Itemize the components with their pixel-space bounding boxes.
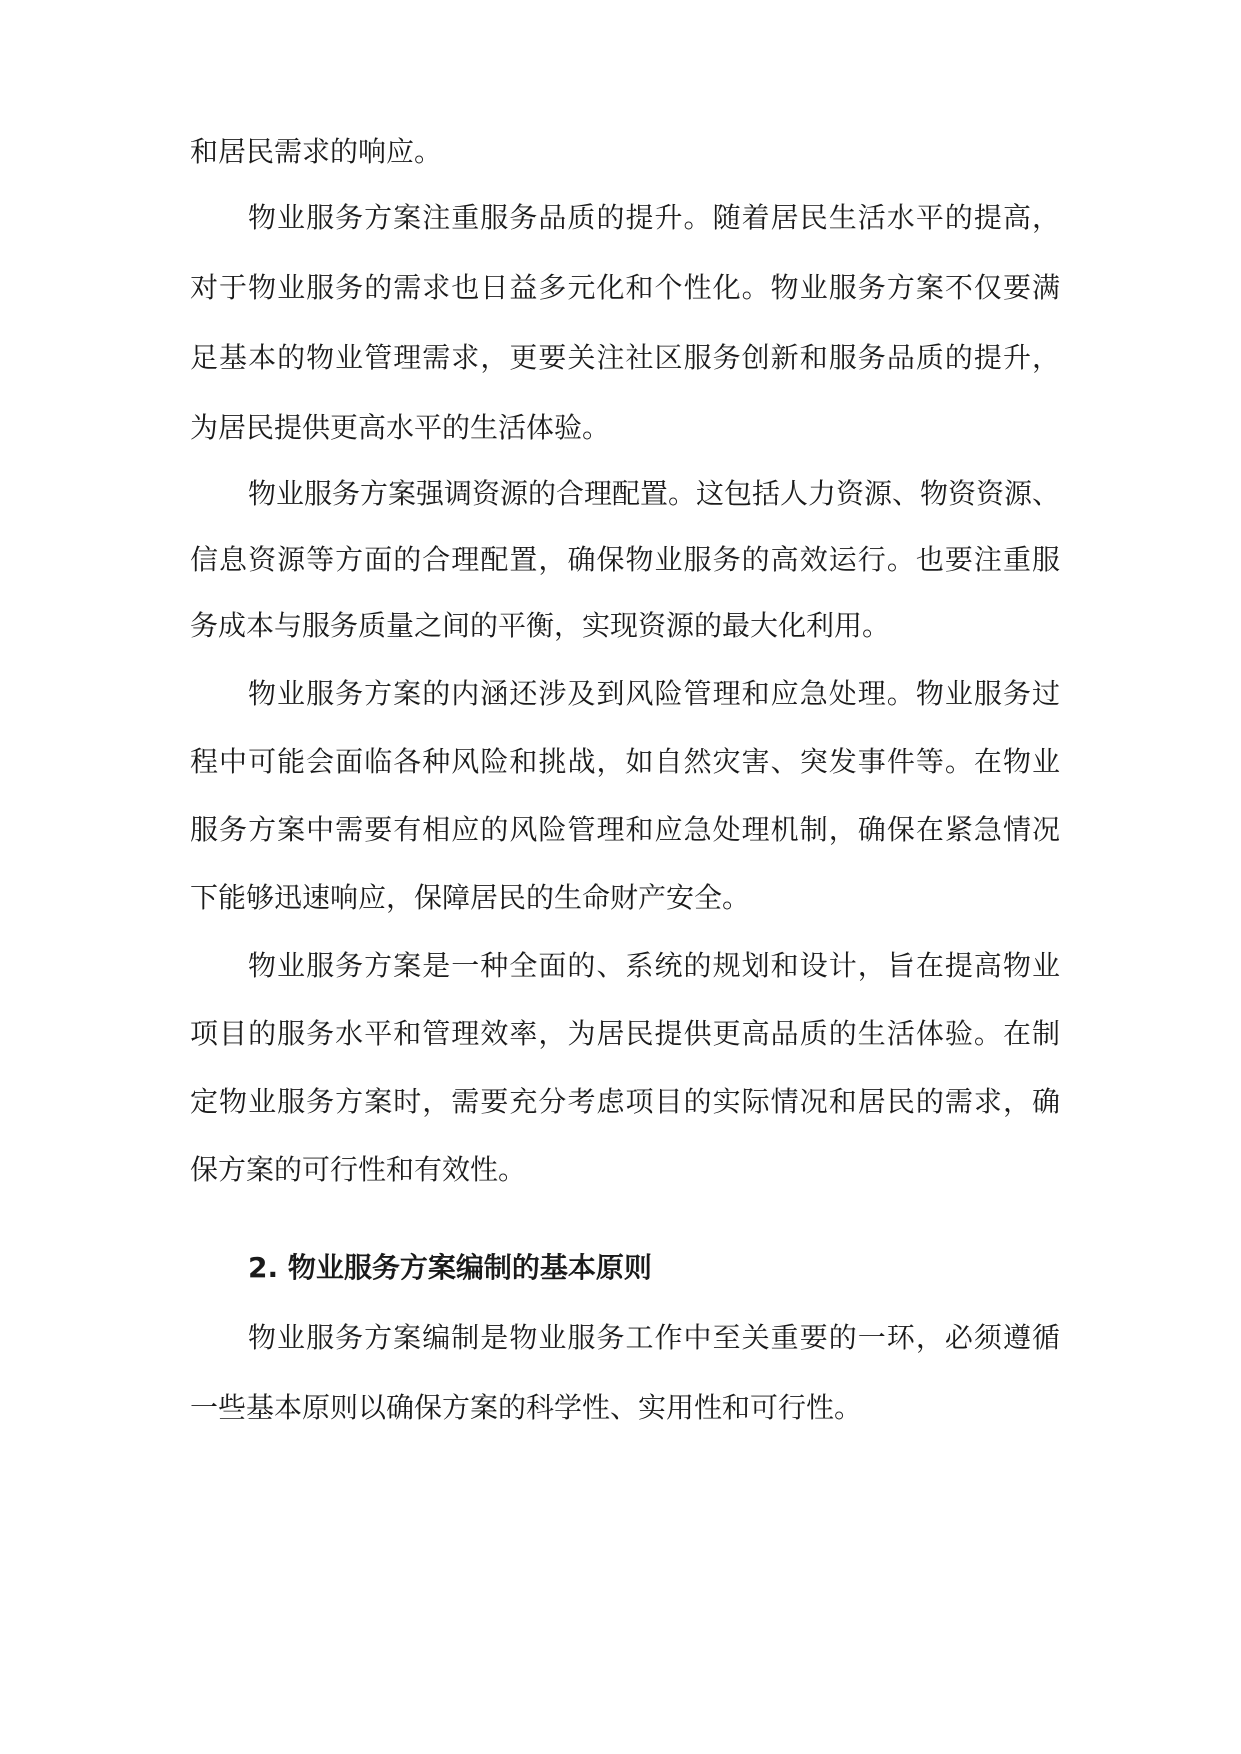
paragraph-line: 一些基本原则以确保方案的科学性、实用性和可行性。 (190, 1391, 863, 1424)
paragraph-line: 服务方案中需要有相应的风险管理和应急处理机制，确保在紧急情况 (190, 813, 1060, 846)
paragraph-line: 物业服务方案注重服务品质的提升。随着居民生活水平的提高， (248, 201, 1060, 234)
paragraph-line: 对于物业服务的需求也日益多元化和个性化。物业服务方案不仅要满 (190, 271, 1060, 304)
paragraph-line: 和居民需求的响应。 (190, 135, 443, 168)
paragraph-line: 物业服务方案编制是物业服务工作中至关重要的一环，必须遵循 (248, 1321, 1060, 1354)
paragraph-line: 足基本的物业管理需求，更要关注社区服务创新和服务品质的提升， (190, 341, 1060, 374)
paragraph-line: 项目的服务水平和管理效率，为居民提供更高品质的生活体验。在制 (190, 1017, 1060, 1050)
paragraph-line: 务成本与服务质量之间的平衡，实现资源的最大化利用。 (190, 609, 891, 642)
paragraph-line: 物业服务方案强调资源的合理配置。这包括人力资源、物资资源、 (248, 477, 1061, 510)
paragraph-line: 定物业服务方案时，需要充分考虑项目的实际情况和居民的需求，确 (190, 1085, 1060, 1118)
paragraph-line: 程中可能会面临各种风险和挑战，如自然灾害、突发事件等。在物业 (190, 745, 1060, 778)
paragraph-line: 下能够迅速响应，保障居民的生命财产安全。 (190, 881, 751, 914)
paragraph-line: 保方案的可行性和有效性。 (190, 1153, 527, 1186)
paragraph-line: 物业服务方案的内涵还涉及到风险管理和应急处理。物业服务过 (248, 677, 1060, 710)
section-heading: 2. 物业服务方案编制的基本原则 (248, 1251, 652, 1284)
paragraph-line: 物业服务方案是一种全面的、系统的规划和设计，旨在提高物业 (248, 949, 1060, 982)
paragraph-line: 信息资源等方面的合理配置，确保物业服务的高效运行。也要注重服 (190, 543, 1060, 576)
paragraph-line: 为居民提供更高水平的生活体验。 (190, 411, 611, 444)
